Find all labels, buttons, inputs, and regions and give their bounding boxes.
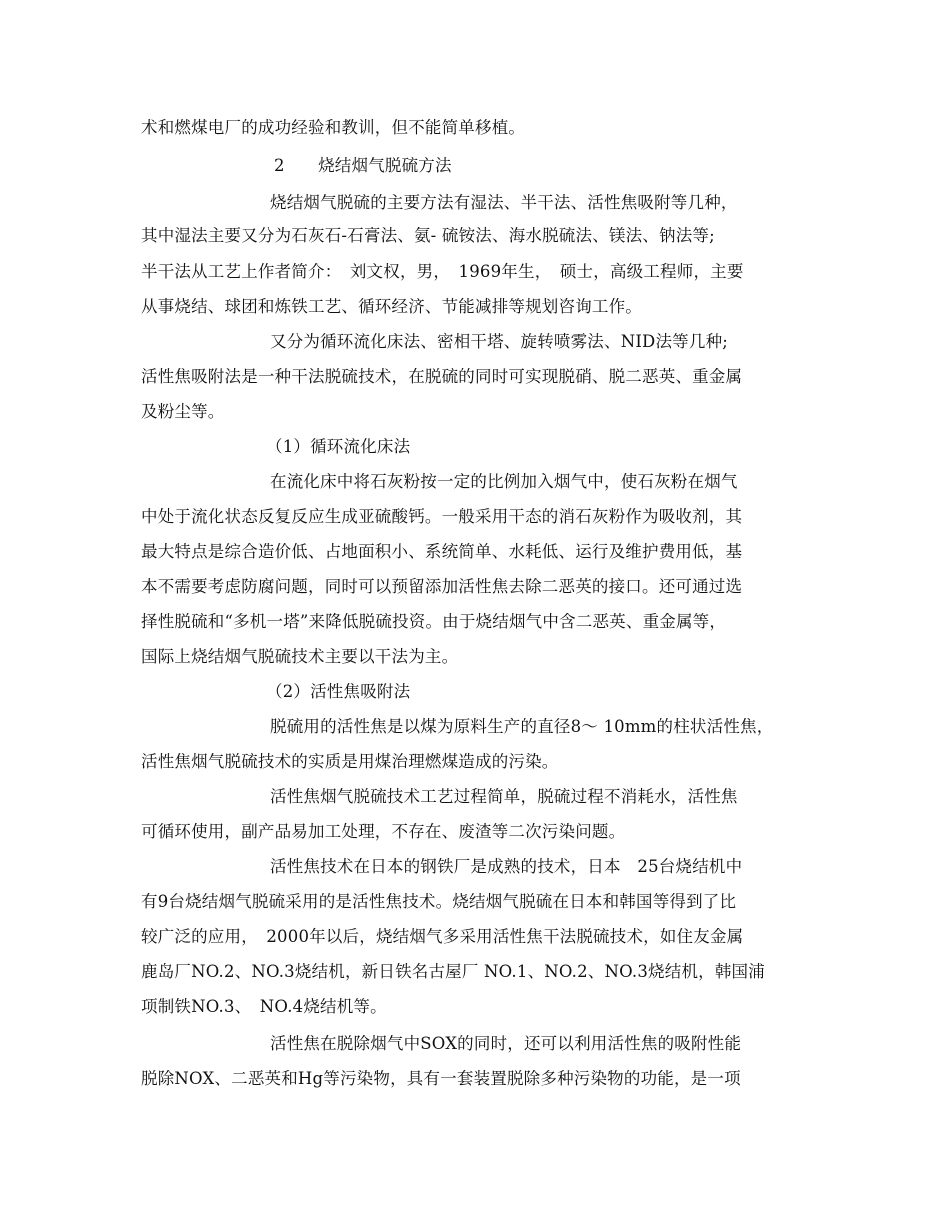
text-line: 其中湿法主要又分为石灰石-石膏法、氨- 硫铵法、海水脱硫法、镁法、钠法等;	[141, 226, 715, 245]
text-line: 项制铁NO.3、 NO.4烧结机等。	[141, 997, 387, 1016]
subsection-heading: （1）循环流化床法	[266, 437, 411, 456]
text-line: 较广泛的应用， 2000年以后，烧结烟气多采用活性焦干法脱硫技术，如住友金属	[141, 927, 744, 946]
text-line: 活性焦技术在日本的钢铁厂是成熟的技术，日本 25台烧结机中	[270, 857, 743, 876]
text-line: 最大特点是综合造价低、占地面积小、系统简单、水耗低、运行及维护费用低，基	[141, 542, 743, 561]
text-line: 活性焦烟气脱硫技术的实质是用煤治理燃煤造成的污染。	[141, 752, 559, 771]
text-line: 择性脱硫和“多机一塔”来降低脱硫投资。由于烧结烟气中含二恶英、重金属等，	[141, 612, 727, 631]
text-line: 可循环使用，副产品易加工处理，不存在、废渣等二次污染问题。	[141, 822, 626, 841]
text-line: 从事烧结、球团和炼铁工艺、循环经济、节能减排等规划咨询工作。	[141, 297, 642, 316]
text-line: 脱硫用的活性焦是以煤为原料生产的直径8～ 10mm的柱状活性焦，	[270, 717, 774, 736]
text-line: 术和燃煤电厂的成功经验和教训，但不能简单移植。	[141, 118, 526, 137]
text-line: 半干法从工艺上作者简介： 刘文权，男， 1969年生， 硕士，高级工程师，主要	[141, 262, 744, 281]
text-line: 活性焦吸附法是一种干法脱硫技术，在脱硫的同时可实现脱硝、脱二恶英、重金属	[141, 367, 743, 386]
text-line: 烧结烟气脱硫的主要方法有湿法、半干法、活性焦吸附等几种，	[270, 193, 738, 212]
text-line: 脱除NOX、二恶英和Hg等污染物，具有一套装置脱除多种污染物的功能，是一项	[141, 1069, 741, 1088]
text-line: 又分为循环流化床法、密相干塔、旋转喷雾法、NID法等几种;	[270, 332, 729, 351]
text-line: 有9台烧结烟气脱硫采用的是活性焦技术。烧结烟气脱硫在日本和韩国等得到了比	[141, 892, 737, 911]
text-line: 活性焦烟气脱硫技术工艺过程简单，脱硫过程不消耗水，活性焦	[270, 787, 738, 806]
subsection-heading: （2）活性焦吸附法	[266, 682, 411, 701]
text-line: 鹿岛厂NO.2、NO.3烧结机，新日铁名古屋厂 NO.1、NO.2、NO.3烧结机，韩国浦	[141, 962, 765, 981]
text-line: 在流化床中将石灰粉按一定的比例加入烟气中，使石灰粉在烟气	[270, 472, 738, 491]
text-line: 活性焦在脱除烟气中SOX的同时，还可以利用活性焦的吸附性能	[270, 1034, 742, 1053]
text-line: 及粉尘等。	[141, 402, 225, 421]
text-line: 国际上烧结烟气脱硫技术主要以干法为主。	[141, 647, 459, 666]
text-line: 中处于流化状态反复反应生成亚硫酸钙。一般采用干态的消石灰粉作为吸收剂，其	[141, 507, 743, 526]
text-line: 本不需要考虑防腐问题，同时可以预留添加活性焦去除二恶英的接口。还可通过选	[141, 577, 743, 596]
section-heading: 2 烧结烟气脱硫方法	[274, 156, 452, 175]
